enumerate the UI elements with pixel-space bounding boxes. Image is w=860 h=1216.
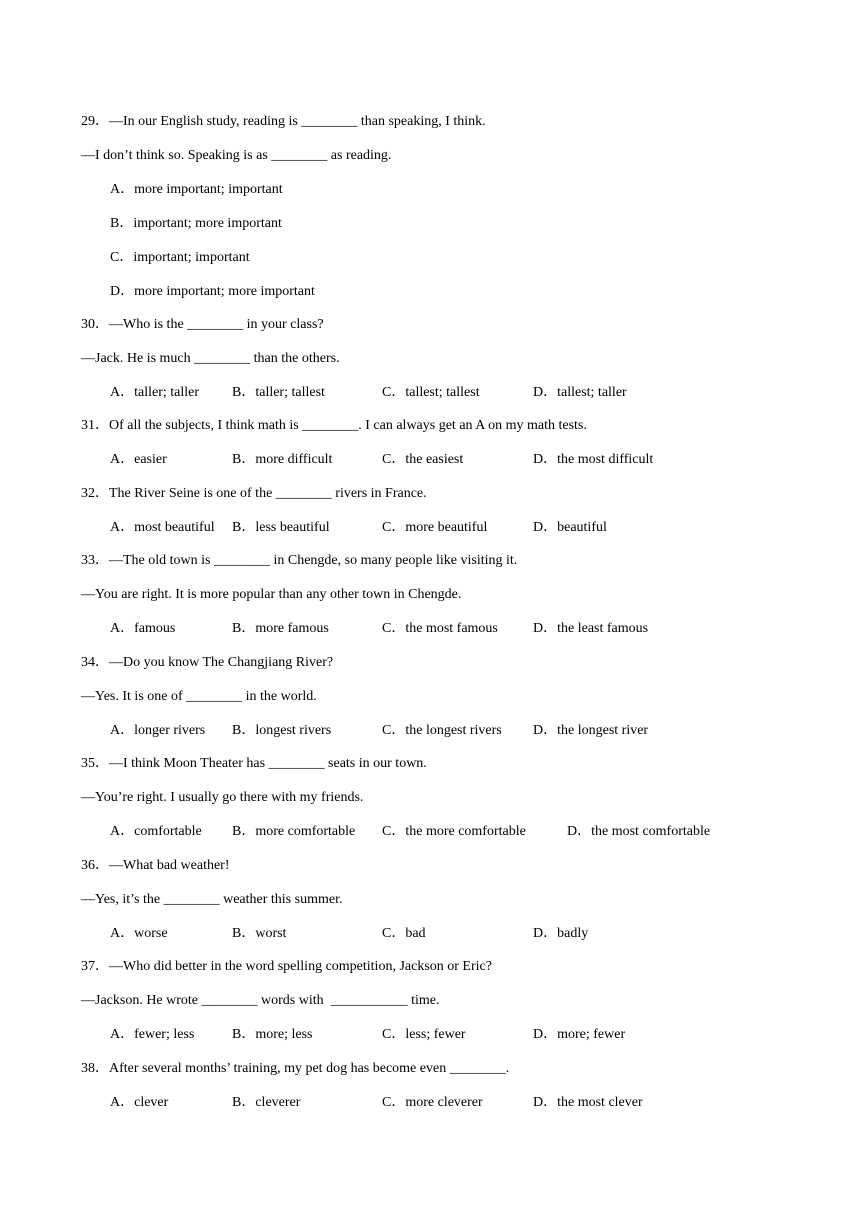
question-31-option-a: A．easier (110, 452, 167, 467)
question-30-option-d: D．tallest; taller (533, 385, 627, 400)
question-29-option-b: B．important; more important (110, 216, 282, 231)
question-35-options (0, 822, 860, 842)
question-30-option-b: B．taller; tallest (232, 385, 325, 400)
question-37-stem: 37．—Who did better in the word spelling competition, Jackson or Eric? (81, 959, 492, 974)
question-33-option-a: A．famous (110, 621, 176, 636)
question-32-stem: 32．The River Seine is one of the ________ rivers in France. (81, 486, 427, 501)
question-36-stem: 36．—What bad weather! (81, 858, 230, 873)
question-32-options (0, 518, 860, 538)
question-32-option-c: C．more beautiful (382, 520, 488, 535)
question-35-option-d: D．the most comfortable (567, 824, 711, 839)
question-31-option-d: D．the most difficult (533, 452, 654, 467)
question-33-options (0, 619, 860, 639)
question-37-option-a: A．fewer; less (110, 1027, 195, 1042)
question-29-reply: —I don’t think so. Speaking is as ________ as reading. (81, 148, 392, 163)
question-29-option-a: A．more important; important (110, 182, 283, 197)
question-38-option-c: C．more cleverer (382, 1095, 483, 1110)
question-33-stem: 33．—The old town is ________ in Chengde, so many people like visiting it. (81, 553, 518, 568)
question-37-reply: —Jackson. He wrote ________ words with ___________ time. (81, 993, 440, 1008)
question-35-option-a: A．comfortable (110, 824, 202, 839)
question-38-option-a: A．clever (110, 1095, 169, 1110)
question-31-stem: 31．Of all the subjects, I think math is ________. I can always get an A on my math tests. (81, 418, 587, 433)
question-30-option-c: C．tallest; tallest (382, 385, 480, 400)
question-38-stem: 38．After several months’ training, my pet dog has become even ________. (81, 1061, 510, 1076)
question-34-option-a: A．longer rivers (110, 723, 206, 738)
question-30-reply: —Jack. He is much ________ than the others. (81, 351, 340, 366)
question-34-option-c: C．the longest rivers (382, 723, 502, 738)
question-31-options (0, 450, 860, 470)
question-37-options (0, 1025, 860, 1045)
question-31-option-b: B．more difficult (232, 452, 333, 467)
question-36-option-b: B．worst (232, 926, 287, 941)
question-35-option-b: B．more comfortable (232, 824, 356, 839)
question-32-option-d: D．beautiful (533, 520, 607, 535)
question-37-option-b: B．more; less (232, 1027, 313, 1042)
question-37-option-c: C．less; fewer (382, 1027, 466, 1042)
question-32-option-a: A．most beautiful (110, 520, 215, 535)
question-34-stem: 34．—Do you know The Changjiang River? (81, 655, 334, 670)
question-38-option-b: B．cleverer (232, 1095, 301, 1110)
question-36-option-a: A．worse (110, 926, 168, 941)
question-33-option-b: B．more famous (232, 621, 329, 636)
question-36-option-c: C．bad (382, 926, 426, 941)
question-38-option-d: D．the most clever (533, 1095, 643, 1110)
question-30-options (0, 383, 860, 403)
question-30-stem: 30．—Who is the ________ in your class? (81, 317, 324, 332)
question-30-option-a: A．taller; taller (110, 385, 200, 400)
question-35-stem: 35．—I think Moon Theater has ________ seats in our town. (81, 756, 427, 771)
question-29-option-d: D．more important; more important (110, 284, 315, 299)
question-36-options (0, 924, 860, 944)
question-32-option-b: B．less beautiful (232, 520, 330, 535)
question-33-reply: —You are right. It is more popular than any other town in Chengde. (81, 587, 462, 602)
question-29-option-c: C．important; important (110, 250, 250, 265)
question-36-option-d: D．badly (533, 926, 589, 941)
question-34-option-b: B．longest rivers (232, 723, 332, 738)
question-38-options (0, 1093, 860, 1113)
question-33-option-d: D．the least famous (533, 621, 649, 636)
question-34-option-d: D．the longest river (533, 723, 649, 738)
question-29-stem: 29．—In our English study, reading is ________ than speaking, I think. (81, 114, 486, 129)
question-35-reply: —You’re right. I usually go there with my friends. (81, 790, 364, 805)
question-36-reply: —Yes, it’s the ________ weather this summer. (81, 892, 343, 907)
question-37-option-d: D．more; fewer (533, 1027, 626, 1042)
question-34-reply: —Yes. It is one of ________ in the world. (81, 689, 317, 704)
question-34-options (0, 721, 860, 741)
question-35-option-c: C．the more comfortable (382, 824, 526, 839)
question-33-option-c: C．the most famous (382, 621, 498, 636)
question-31-option-c: C．the easiest (382, 452, 464, 467)
